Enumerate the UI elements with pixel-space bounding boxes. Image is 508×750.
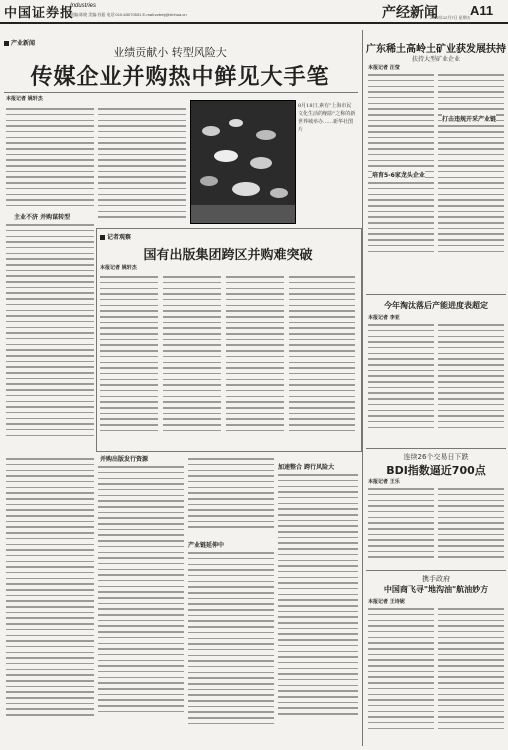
body-text-block [368,320,434,440]
body-text-block [100,272,158,446]
section-english-label: Industries [70,3,97,9]
square-bullet-icon [100,235,105,240]
rail-bottom-headline: 中国商飞寻"地沟油"航油妙方 [383,585,489,594]
rail-bdi-headline: BDI指数逼近700点 [386,464,486,477]
body-text-block [438,604,504,746]
body-text-block [188,454,274,536]
body-text-block [226,272,284,446]
photo-caption: 8月18日,素有"上海市民文化生活的缩影"之称的新世界城举办……新华社图片 [298,103,356,133]
subheading: 主业不济 并购谋转型 [14,214,71,221]
subheading: 培育5-6家龙头企业 [372,172,425,179]
body-text-block [6,220,94,450]
square-bullet-icon [4,41,9,46]
column-label: 产业新闻 [4,38,35,47]
rail-top-byline: 本报记者 汪莹 [368,65,400,71]
rail-bottom-byline: 本报记者 王诗妮 [368,599,405,605]
section-title: 产经新闻 [382,5,438,21]
news-photo [190,100,296,224]
subheading: 产业链延伸中 [188,542,225,549]
body-text-block [278,470,358,746]
article-kicker: 业绩贡献小 转型风险大 [113,46,227,59]
subheading: 并购出版发行资源 [100,456,149,463]
subheading: 加速整合 跨行风险大 [278,464,335,471]
inner-headline: 国有出版集团跨区并购难突破 [143,248,313,263]
body-text-block [438,70,504,270]
body-text-block [438,320,504,440]
divider [366,570,506,571]
divider [366,448,506,449]
rail-bottom-kicker: 携手政府 [422,575,450,583]
inner-column-label: 记者观察 [100,232,131,241]
article-headline: 传媒企业并购热中鲜见大手笔 [30,65,330,90]
body-text-block [188,548,274,746]
subheading: 打击违规开采产业链 [442,116,497,123]
body-text-block [438,484,504,564]
editor-contact-line: 责编:陈晓 美编:苏振 电话:010-63070531 E-mail:zzbmj@xinhua.cn [70,12,187,17]
rail-top-headline: 广东稀土高岭土矿业获发展扶持 [366,44,506,55]
body-text-block [368,604,434,746]
column-divider [362,30,363,746]
divider [366,294,506,295]
body-text-block [289,272,355,446]
rail-bdi-kicker: 连续26个交易日下跌 [403,453,469,461]
newspaper-logo: 中国证券报 [4,6,75,21]
body-text-block [98,104,186,224]
inner-byline: 本报记者 姚轩杰 [100,265,137,271]
body-text-block [6,104,94,210]
rail-mid-byline: 本报记者 李亚 [368,315,400,321]
issue-date: 2012年12月7日 星期五 [430,15,471,20]
body-text-block [98,462,184,746]
rail-bdi-byline: 本报记者 王乐 [368,479,400,485]
body-text-block [368,484,434,564]
article-byline: 本报记者 姚轩杰 [6,96,43,102]
body-text-block [163,272,221,446]
rail-top-subtitle: 扶持大型矿业企业 [411,56,460,63]
photo-illustration [191,101,295,223]
divider [4,92,358,93]
body-text-block [6,454,94,746]
page-number: A11 [470,3,494,18]
rail-mid-headline: 今年淘汰落后产能进度表超定 [384,301,488,310]
